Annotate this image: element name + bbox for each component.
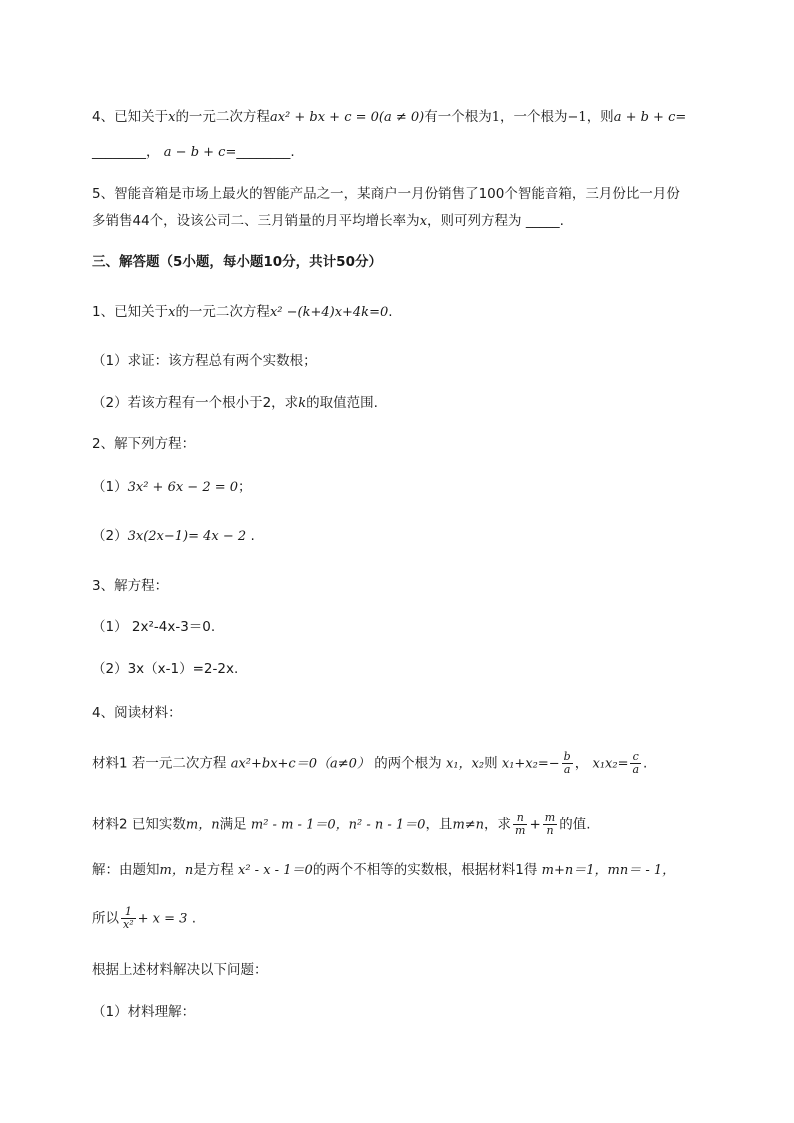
p4-so (92, 906, 196, 931)
q4-line2 (92, 142, 295, 163)
q4-root1: 1 (491, 110, 501, 125)
p3-eq2: 3x（x-1）=2-2x. (127, 661, 239, 677)
p2-end: ； (238, 479, 252, 495)
q4-text: 的一元二次方程 (175, 109, 270, 125)
p3-part1 (92, 617, 215, 637)
p4-end: . (191, 910, 197, 927)
section-title: 三、解答题（5小题，每小题10分，共计50分） (92, 254, 382, 270)
q5-end: . (559, 213, 564, 229)
p2-part1 (92, 477, 252, 498)
p2-label: （2） (92, 528, 128, 544)
p4-ask: 根据上述材料解决以下问题： (92, 962, 268, 978)
q4-blank1: ________ (92, 144, 146, 160)
frac-num: m (544, 811, 556, 824)
p4-m1-equation: ax²+bx+c＝0（a≠0） (230, 756, 370, 772)
p4-text: 满足 (219, 816, 247, 833)
p1-text: （2）若该方程有一个根小于2，求 (92, 395, 299, 411)
p4-text: 是方程 (193, 862, 234, 878)
q4-text: 有一个根为 (424, 109, 492, 125)
q4-var: x (168, 110, 176, 125)
p4-sol-res: m+n＝1，mn＝ - 1， (541, 863, 676, 878)
frac-den: n (546, 824, 554, 837)
p1-var: x (168, 305, 176, 320)
q4-text: 4、已知关于 (92, 109, 169, 125)
p2-eq2: 3x(2x−1)= 4x − 2 (127, 529, 247, 544)
p1-part2 (92, 393, 378, 414)
p4-m2-vars: m，n (185, 817, 220, 833)
frac-den: x² (123, 918, 134, 931)
p1-end: . (388, 304, 393, 320)
p2-stem: 2、解下列方程： (92, 436, 196, 452)
p2-end: . (250, 528, 255, 544)
q4-end: . (290, 144, 295, 160)
p2-part2 (92, 526, 255, 547)
fraction-c-over-a (630, 751, 641, 776)
p3-label: （1） (92, 619, 128, 635)
p2-eq1: 3x² + 6x − 2 = 0 (127, 480, 239, 495)
q4-sep: ， (146, 144, 160, 160)
p4-text: 的两个不相等的实数根，根据材料1得 (312, 862, 538, 878)
p4-plus: + (529, 816, 541, 833)
p4-text: 的两个根为 (374, 755, 442, 772)
p4-sep: ， (574, 755, 589, 772)
frac-num: b (563, 750, 571, 763)
p4-solution (92, 860, 675, 881)
p2-label: （1） (92, 479, 128, 495)
frac-den: a (563, 763, 571, 776)
p4-material2 (92, 812, 591, 837)
q4-line1 (92, 107, 686, 128)
p1-stem (92, 302, 393, 323)
q4-expr2: a − b + c= (163, 145, 237, 160)
p4-text: 的值. (559, 816, 591, 833)
fraction-b-over-a (562, 751, 573, 776)
p3-stem: 3、解方程： (92, 578, 169, 594)
p3-part2 (92, 659, 238, 679)
p4-text: 材料1 若一元二次方程 (92, 755, 227, 772)
p4-end: . (643, 755, 648, 772)
p4-text: 则 (484, 755, 498, 772)
p4-so-expr: + x = 3 (137, 911, 188, 927)
p4-text: ，求 (484, 816, 512, 833)
p1-part1: （1）求证：该方程总有两个实数根； (92, 353, 317, 369)
p4-material1 (92, 751, 647, 776)
q4-text: ，一个根为 (500, 109, 568, 125)
p4-text: 材料2 已知实数 (92, 816, 186, 833)
p4-sub1: （1）材料理解： (92, 1004, 196, 1020)
q5-text: ，则可列方程为 (427, 213, 522, 229)
q5-blank: _____ (525, 213, 560, 229)
p4-stem: 4、阅读材料： (92, 705, 182, 721)
p4-m1-roots: x₁，x₂ (445, 756, 485, 772)
q5-text: 多销售44个，设该公司二、三月销量的月平均增长率为 (92, 213, 420, 229)
p1-equation: x² −(k+4)x+4k=0 (269, 305, 389, 320)
frac-den: m (515, 824, 526, 837)
fraction-1-over-x2 (121, 906, 136, 931)
p4-m2-eqs: m² - m - 1＝0，n² - n - 1＝0 (250, 817, 426, 833)
p4-m2-cond: m≠n (452, 817, 485, 833)
p4-m1-sum: x₁+x₂=− (501, 756, 560, 772)
p4-text: 解：由题知 (92, 862, 160, 878)
frac-num: 1 (121, 906, 136, 919)
q4-equation: ax² + bx + c = 0(a ≠ 0) (269, 110, 425, 125)
q5-var: x (419, 214, 428, 229)
p1-var-k: k (298, 396, 307, 411)
p4-text: 所以 (92, 910, 119, 927)
q5-line2 (92, 211, 564, 232)
fraction-m-over-n (543, 812, 557, 837)
p3-eq1: 2x²-4x-3＝0. (131, 619, 216, 635)
p4-text: ，且 (425, 816, 453, 833)
p1-text: 的取值范围. (306, 395, 378, 411)
p4-sol-eq: x² - x - 1＝0 (238, 863, 313, 878)
q4-expr1: a + b + c= (613, 110, 687, 125)
frac-num: n (513, 812, 527, 825)
p3-label: （2） (92, 661, 128, 677)
q5-line1: 5、智能音箱是市场上最火的智能产品之一，某商户一月份销售了100个智能音箱，三月份比一月份 (92, 186, 680, 202)
p1-text: 的一元二次方程 (175, 304, 270, 320)
q4-blank2: ________ (236, 144, 291, 160)
p4-m1-prod: x₁x₂= (592, 756, 629, 772)
p4-sol-vars: m，n (159, 863, 194, 878)
frac-den: a (632, 763, 640, 776)
frac-num: c (630, 751, 641, 764)
q4-text: ，则 (586, 109, 614, 125)
p1-text: 1、已知关于 (92, 304, 169, 320)
fraction-n-over-m (513, 812, 527, 837)
q4-root2: −1 (567, 110, 587, 125)
